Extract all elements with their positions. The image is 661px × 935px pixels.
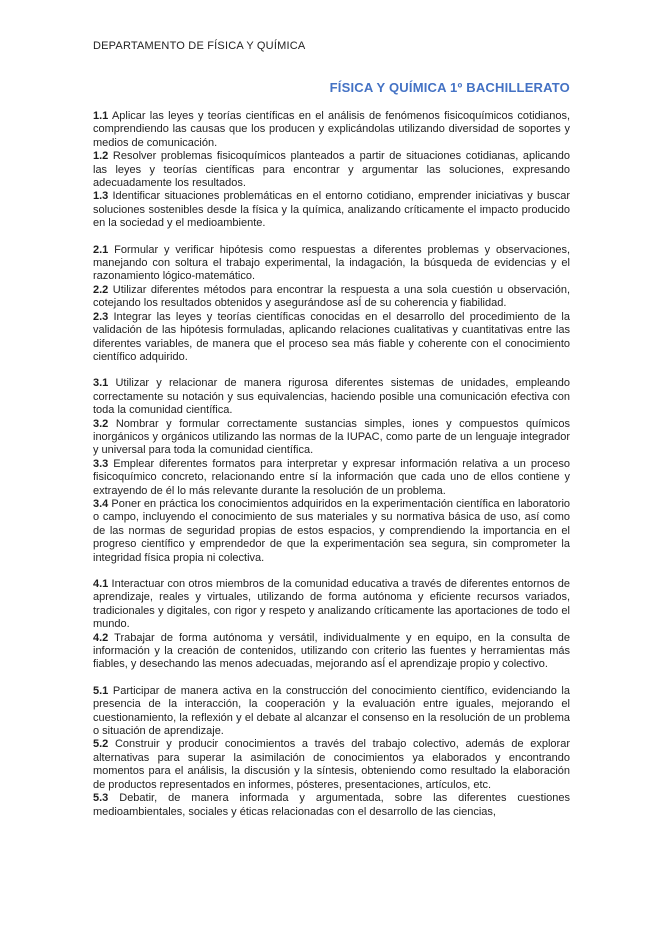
- criterion-3-3: [93, 458, 570, 498]
- department-header: DEPARTAMENTO DE FÍSICA Y QUÍMICA: [93, 40, 306, 52]
- criterion-text: Interactuar con otros miembros de la comunidad educativa a través de diferentes entornos de aprendizaje, reales y virtuales, utilizando de forma autónoma y eficiente recursos variados, tradicionales y digitales, con rigor y respeto y analizando críticamente las aportaciones de todo el mundo.: [93, 578, 570, 631]
- criterion-3-2: [93, 418, 570, 458]
- criterion-3-4: [93, 498, 570, 565]
- criterion-1-3: [93, 190, 570, 230]
- criterion-number: 4.1: [93, 578, 109, 590]
- criterion-number: 5.1: [93, 684, 109, 697]
- criterion-5-2: [93, 738, 570, 792]
- criterion-text: Resolver problemas fisicoquímicos planteados a partir de situaciones cotidianas, aplicando las leyes y teorías científicas para encontrar y argumentar las soluciones, expresando adecuadamente los resultados.: [93, 150, 570, 190]
- criterion-text: Identificar situaciones problemáticas en el entorno cotidiano, emprender iniciativas y buscar soluciones sostenibles desde la física y la química, analizando críticamente el impacto producido en la sociedad y el medioambiente.: [93, 190, 570, 230]
- criterion-number: 2.1: [93, 243, 109, 256]
- criterion-5-3: [93, 792, 570, 819]
- criterion-2-1: [93, 244, 570, 284]
- criterion-number: 3.3: [93, 457, 109, 470]
- criterion-4-1: [93, 578, 570, 632]
- section-5: [93, 685, 570, 819]
- criterion-1-2: [93, 150, 570, 190]
- criterion-number: 2.3: [93, 310, 109, 323]
- criterion-text: Nombrar y formular correctamente sustancias simples, iones y compuestos químicos inorgánicos y orgánicos utilizando las normas de la IUPAC, como parte de un lenguaje integrador y universal para toda la comunidad científica.: [93, 417, 571, 457]
- criterion-text: Debatir, de manera informada y argumentada, sobre las diferentes cuestiones medioambientales, sociales y éticas relacionadas con el desarrollo de las ciencias,: [93, 792, 570, 818]
- criterion-number: 3.2: [93, 417, 109, 430]
- criterion-number: 2.2: [93, 283, 109, 296]
- section-3: [93, 377, 570, 565]
- criterion-number: 1.3: [93, 190, 109, 203]
- section-1: [93, 110, 570, 231]
- criterion-2-3: [93, 311, 570, 365]
- criterion-3-1: [93, 377, 570, 417]
- criterion-2-2: [93, 284, 570, 311]
- criterion-text: Participar de manera activa en la construcción del conocimiento científico, evidenciando la presencia de la interacción, la cooperación y la evaluación entre iguales, mejorando el cuestionamiento, la reflexión y el debate al alcanzar el consenso en la resolución de un problema o situación de aprendizaje.: [93, 684, 570, 738]
- criterion-number: 5.3: [93, 792, 109, 805]
- criterion-text: Aplicar las leyes y teorías científicas en el análisis de fenómenos fisicoquímicos cotidianos, comprendiendo las causas que los producen y explicándolas utilizando diversidad de soportes y medios de comunicación.: [93, 110, 570, 149]
- section-2: [93, 244, 570, 365]
- criterion-number: 4.2: [93, 631, 109, 644]
- criterion-text: Integrar las leyes y teorías científicas conocidas en el desarrollo del procedimiento de la validación de las hipótesis formuladas, aplicando relaciones cualitativas y cuantitativas entre las diferentes variables, de manera que el proceso sea más fiable y coherente con el conocimiento científico adquirido.: [93, 310, 570, 363]
- criterion-text: Utilizar y relacionar de manera rigurosa diferentes sistemas de unidades, empleando correctamente su notación y sus equivalencias, haciendo posible una comunicación efectiva con toda la comunidad científica.: [93, 377, 571, 417]
- document-title: FÍSICA Y QUÍMICA 1º BACHILLERATO: [329, 80, 570, 95]
- section-4: [93, 578, 570, 672]
- criterion-text: Construir y producir conocimientos a través del trabajo colectivo, además de explorar alternativas para superar la asimilación de conocimientos ya elaborados y encontrando momentos para el análisis, la discusión y la síntesis, obteniendo como resultado la elaboración de productos representados en informes, pósteres, presentaciones, artículos, etc.: [93, 738, 570, 791]
- criterion-number: 5.2: [93, 738, 109, 751]
- criterion-5-1: [93, 685, 570, 739]
- criterion-text: Emplear diferentes formatos para interpretar y expresar información relativa a un proceso fisicoquímico concreto, relacionando entre sí la información que cada uno de ellos contiene y extrayendo de él lo más relevante durante la resolución de un problema.: [93, 457, 570, 497]
- criterion-number: 3.4: [93, 497, 109, 510]
- criterion-text: Trabajar de forma autónoma y versátil, individualmente y en equipo, en la consulta de información y la creación de contenidos, utilizando con criterio las fuentes y herramientas más fiables, y desechando las menos adecuadas, mejorando asÍ el aprendizaje propio y colectivo.: [93, 631, 570, 671]
- criterion-4-2: [93, 632, 570, 672]
- criterion-1-1: [93, 110, 570, 150]
- criterion-text: Poner en práctica los conocimientos adquiridos en la experimentación científica en laboratorio o campo, incluyendo el conocimiento de sus materiales y su normativa básica de uso, así como de las normas de seguridad propias de estos espacios, y comprendiendo la importancia en el progreso científico y emprendedor de que la experimentación sea segura, sin comprometer la integridad física propia ni colectiva.: [93, 497, 571, 564]
- criterion-number: 1.1: [93, 110, 109, 122]
- criterion-number: 3.1: [93, 377, 109, 390]
- criterion-text: Utilizar diferentes métodos para encontrar la respuesta a una sola cuestión u observación, cotejando los resultados obtenidos y asegurándose asÍ de su coherencia y fiabilidad.: [93, 283, 571, 310]
- criterion-text: Formular y verificar hipótesis como respuestas a diferentes problemas y observaciones, manejando con soltura el trabajo experimental, la indagación, la búsqueda de evidencias y el razonamiento lógico-matemático.: [93, 243, 571, 283]
- criterion-number: 1.2: [93, 150, 109, 163]
